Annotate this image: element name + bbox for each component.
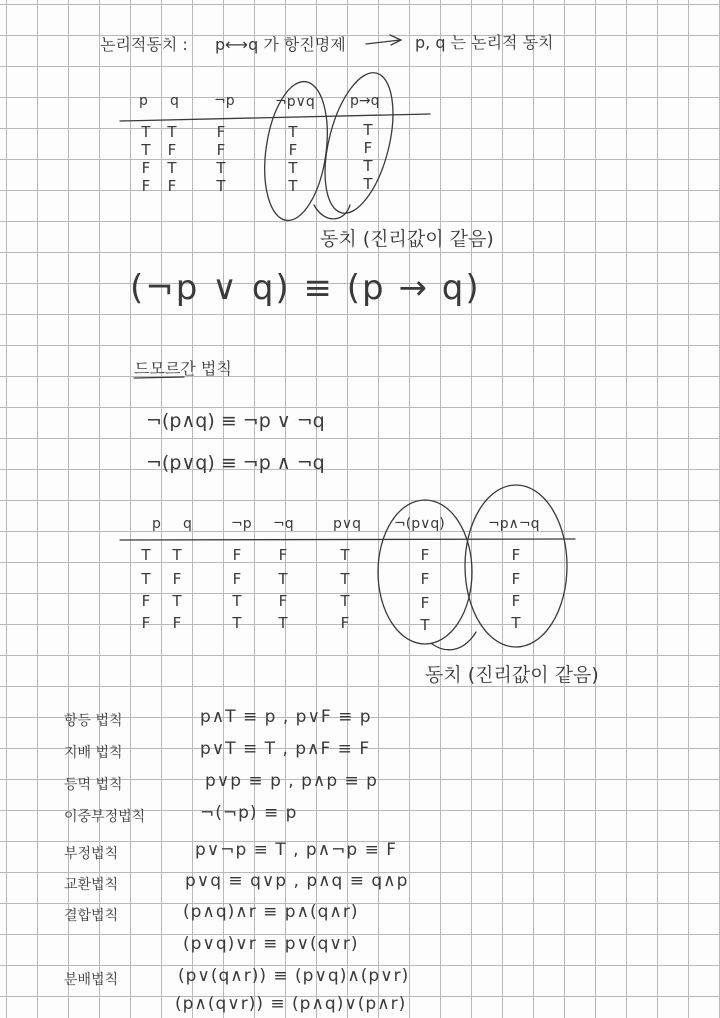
equivalence-definition-label: 논리적동치 : [100,35,188,54]
law-expression: (p∨q)∨r ≡ p∨(q∨r) [183,934,359,954]
law-expression: (p∧(q∨r)) ≡ (p∧q)∨(p∧r) [175,994,407,1014]
equivalence-formula: (¬p ∨ q) ≡ (p → q) [130,268,481,308]
table1-cell: T [141,123,151,141]
table2-cell: F [511,570,521,588]
table1-link [314,205,350,219]
table1-cell: T [288,123,298,141]
table1-cell: T [363,175,373,193]
table2-cell: T [172,592,182,610]
table2-cell: T [172,546,182,564]
law-expression: p∨q ≡ q∨p , p∧q ≡ q∧p [185,871,409,891]
implication-arrow [366,35,401,45]
law-name: 항등 법칙 [64,713,123,729]
table2-cell: T [340,570,350,588]
table1-cell: T [363,121,373,139]
law-name: 교환법칙 [64,877,119,893]
table1-cell: F [216,123,226,141]
law-expression: p∨T ≡ T , p∧F ≡ F [200,739,371,759]
table2-equivalence-note: 동치 (진리값이 같음) [425,664,599,686]
table2-cell: F [511,592,521,610]
table2-cell: F [278,546,288,564]
table2-header: ¬(p∨q) [394,516,445,532]
demorgan-law-2: ¬(p∨q) ≡ ¬p ∧ ¬q [146,452,325,474]
table2-link [432,632,476,650]
table2-cell: T [232,614,242,632]
table2-cell: T [340,546,350,564]
table2-cell: T [278,614,288,632]
table2-header: ¬p [231,516,252,532]
table2-header: p∨q [333,516,362,532]
law-expression: ¬(¬p) ≡ p [200,803,298,823]
table2-cell: F [172,614,182,632]
table2-cell: T [420,616,430,634]
table2-cell: F [141,614,151,632]
law-name: 분배법칙 [64,972,119,988]
table1-cell: F [288,141,298,159]
table2-cell: F [278,592,288,610]
table2-cell: F [232,546,242,564]
table2-cell: F [141,592,151,610]
table2-cell: T [340,592,350,610]
equivalence-conclusion: p, q 는 논리적 동치 [415,33,554,52]
table2-cell: T [141,570,151,588]
table1-header: p→q [350,93,380,109]
table1-cell: T [167,123,177,141]
table2-cell: F [340,614,350,632]
equivalence-condition: p⟷q 가 항진명제 [215,35,346,54]
demorgan-title: 드모르간 법칙 [134,359,232,378]
table2-cell: T [511,614,521,632]
table1-cell: F [141,177,151,195]
table2-cell: F [511,546,521,564]
table1-cell: T [288,159,298,177]
table1-header: q [170,93,179,109]
table1-cell: T [216,177,226,195]
table2-cell: T [141,546,151,564]
table2-header: p [152,516,161,532]
table1-equivalence-note: 동치 (진리값이 같음) [320,228,494,250]
law-name: 이중부정법칙 [64,809,146,825]
table1-rule [120,114,430,121]
table2-cell: T [278,570,288,588]
table2-cell: F [172,570,182,588]
table1-cell: T [288,177,298,195]
table2-cell: F [232,570,242,588]
law-expression: (p∨(q∧r)) ≡ (p∨q)∧(p∨r) [178,966,410,986]
table1-cell: F [216,141,226,159]
table1-cell: F [167,141,177,159]
table2-cell: F [420,546,430,564]
table2-header: q [183,516,192,532]
law-expression: (p∧q)∧r ≡ p∧(q∧r) [183,902,359,922]
law-name: 지배 법칙 [64,745,123,761]
table2-cell: F [420,594,430,612]
table1-cell: T [216,159,226,177]
table2-rule [120,539,575,540]
table2-header: ¬p∧¬q [488,516,540,532]
table1-header: p [139,93,148,109]
table1-cell: T [141,141,151,159]
law-name: 결합법칙 [64,908,119,924]
table1-cell: F [363,139,373,157]
law-expression: p∨p ≡ p , p∧p ≡ p [205,771,378,791]
table1-cell: T [363,157,373,175]
law-expression: p∧T ≡ p , p∨F ≡ p [200,707,372,727]
law-name: 부정법칙 [64,846,119,862]
table2-header: ¬q [273,516,294,532]
table1-cell: F [141,159,151,177]
demorgan-law-1: ¬(p∧q) ≡ ¬p ∨ ¬q [146,410,325,432]
law-name: 등멱 법칙 [64,777,123,793]
table1-header: ¬p [214,93,235,109]
table2-cell: F [420,570,430,588]
table1-cell: T [167,159,177,177]
table1-cell: F [167,177,177,195]
table2-cell: T [232,592,242,610]
table1-header: ¬p∨q [275,94,315,110]
law-expression: p∨¬p ≡ T , p∧¬p ≡ F [195,840,398,860]
